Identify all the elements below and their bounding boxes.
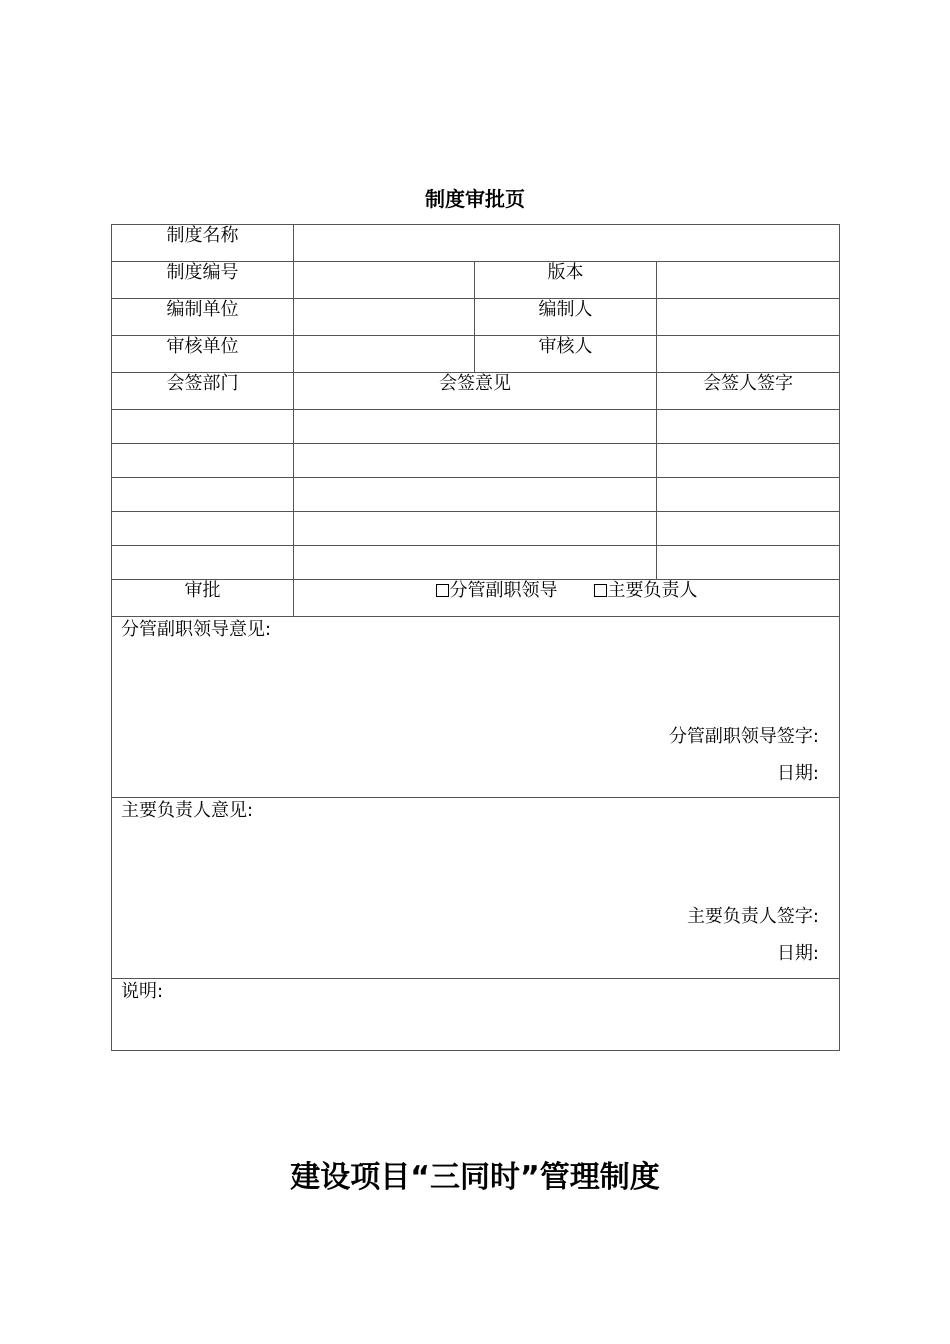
row-principal-opinion (112, 798, 840, 979)
deputy-date-label: 日期: (776, 763, 820, 784)
countersign-opinion-cell[interactable] (294, 512, 657, 546)
approval-option-deputy[interactable] (436, 580, 558, 602)
row-deputy-opinion (112, 617, 840, 798)
label-approval: 审批 (112, 580, 294, 617)
countersign-signature-cell[interactable] (657, 478, 840, 512)
label-version: 版本 (475, 262, 657, 299)
field-author-unit[interactable] (294, 299, 475, 336)
approval-form-table (111, 224, 840, 1051)
countersign-opinion-cell[interactable] (294, 546, 657, 580)
row-notes (112, 979, 840, 1051)
countersign-signature-cell[interactable] (657, 444, 840, 478)
countersign-row (112, 410, 840, 444)
countersign-opinion-cell[interactable] (294, 444, 657, 478)
header-countersign-opinion: 会签意见 (294, 373, 657, 410)
row-reviewer-unit (112, 336, 840, 373)
countersign-signature-cell[interactable] (657, 512, 840, 546)
field-version[interactable] (657, 262, 840, 299)
label-author: 编制人 (475, 299, 657, 336)
row-regulation-number (112, 262, 840, 299)
row-regulation-name (112, 225, 840, 262)
countersign-row (112, 478, 840, 512)
field-regulation-name[interactable] (294, 225, 840, 262)
field-reviewer[interactable] (657, 336, 840, 373)
countersign-signature-cell[interactable] (657, 410, 840, 444)
principal-signature-label: 主要负责人签字: (686, 906, 820, 927)
countersign-dept-cell[interactable] (112, 478, 294, 512)
row-author-unit (112, 299, 840, 336)
row-approval (112, 580, 840, 617)
approval-options (294, 580, 840, 617)
label-reviewer-unit: 审核单位 (112, 336, 294, 373)
label-reviewer: 审核人 (475, 336, 657, 373)
approval-page-title: 制度审批页 (425, 187, 525, 211)
label-regulation-number: 制度编号 (112, 262, 294, 299)
deputy-opinion-section[interactable] (112, 617, 840, 798)
notes-section[interactable] (112, 979, 840, 1051)
header-countersign-signature: 会签人签字 (657, 373, 840, 410)
approval-option-deputy-label: 分管副职领导 (449, 580, 558, 601)
approval-option-principal-label: 主要负责人 (607, 580, 698, 601)
deputy-signature-label: 分管副职领导签字: (668, 726, 820, 747)
field-reviewer-unit[interactable] (294, 336, 475, 373)
countersign-row (112, 546, 840, 580)
row-countersign-header (112, 373, 840, 410)
notes-label: 说明: (121, 981, 164, 1002)
document-title: 建设项目“三同时”管理制度 (290, 1160, 660, 1195)
label-regulation-name: 制度名称 (112, 225, 294, 262)
deputy-opinion-label: 分管副职领导意见: (121, 619, 272, 640)
principal-date-label: 日期: (776, 943, 820, 964)
header-countersign-dept: 会签部门 (112, 373, 294, 410)
countersign-opinion-cell[interactable] (294, 410, 657, 444)
countersign-dept-cell[interactable] (112, 444, 294, 478)
countersign-dept-cell[interactable] (112, 546, 294, 580)
field-regulation-number[interactable] (294, 262, 475, 299)
countersign-signature-cell[interactable] (657, 546, 840, 580)
field-author[interactable] (657, 299, 840, 336)
checkbox-deputy-leader[interactable] (436, 584, 449, 597)
approval-option-principal[interactable] (594, 580, 698, 602)
principal-opinion-label: 主要负责人意见: (121, 800, 254, 821)
label-author-unit: 编制单位 (112, 299, 294, 336)
countersign-dept-cell[interactable] (112, 410, 294, 444)
countersign-row (112, 444, 840, 478)
principal-opinion-section[interactable] (112, 798, 840, 979)
countersign-dept-cell[interactable] (112, 512, 294, 546)
checkbox-principal[interactable] (594, 584, 607, 597)
countersign-row (112, 512, 840, 546)
countersign-opinion-cell[interactable] (294, 478, 657, 512)
